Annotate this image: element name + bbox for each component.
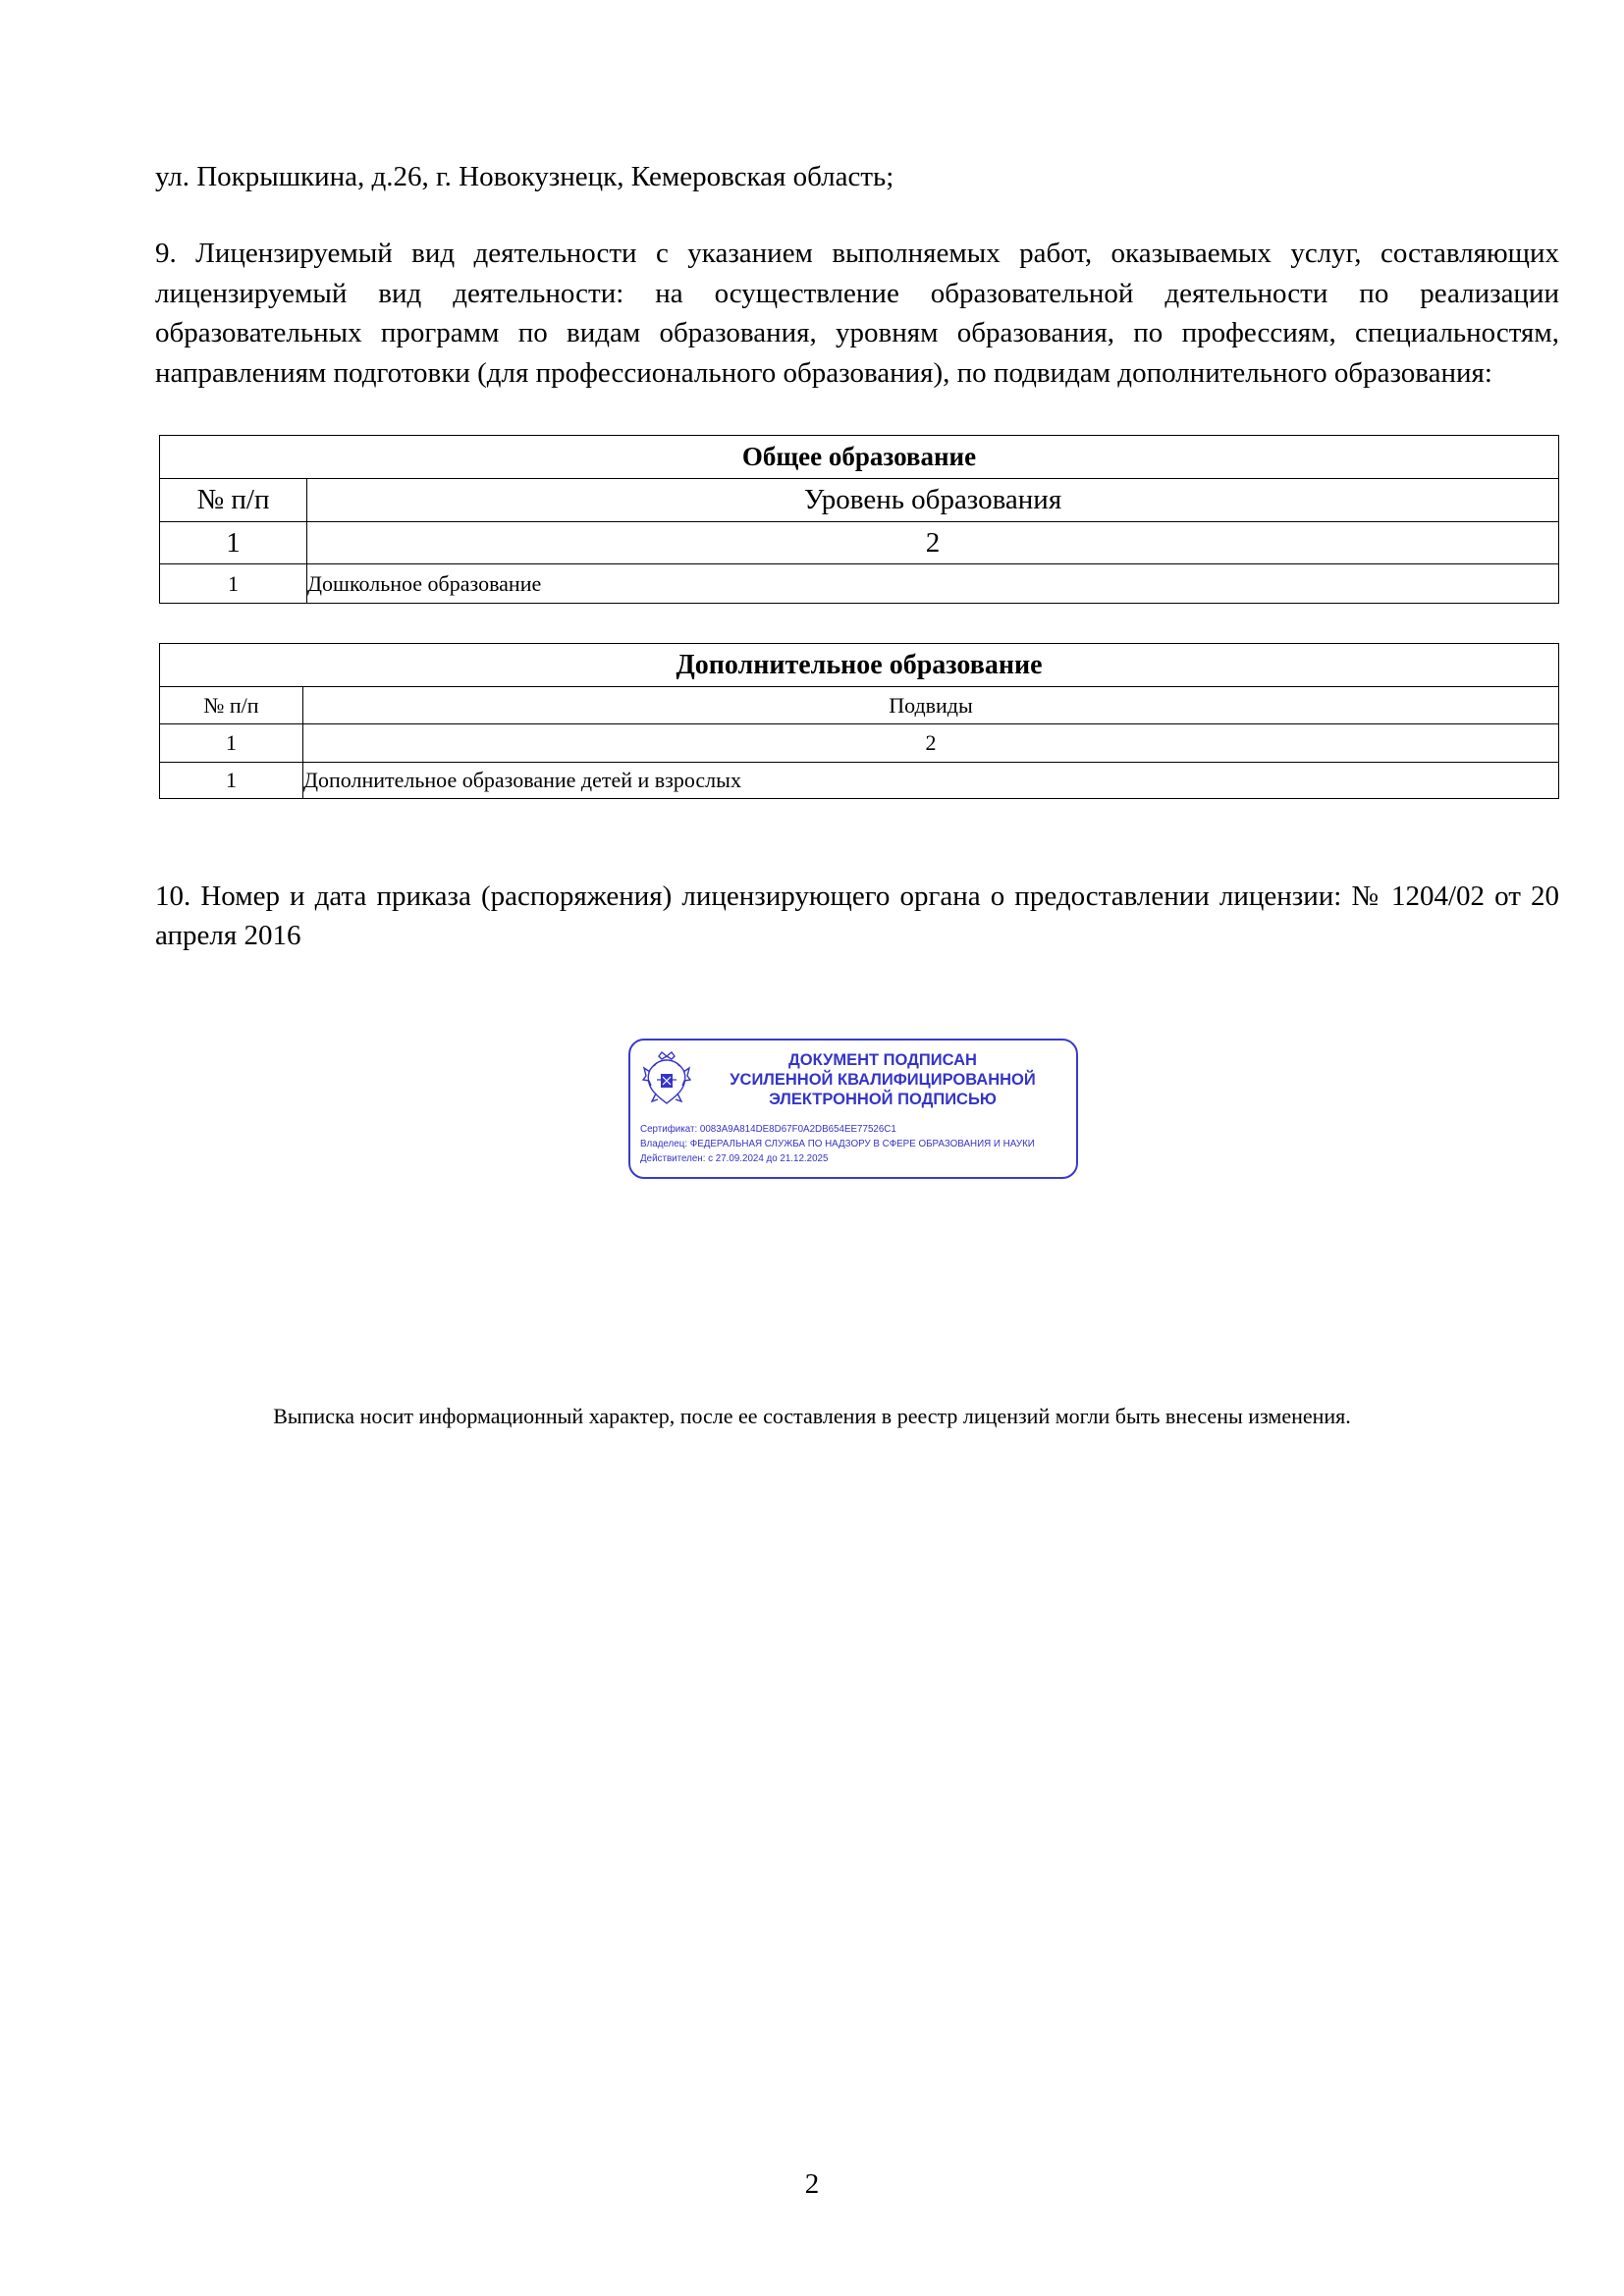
table-row bbox=[160, 564, 1559, 604]
section-9-text: 9. Лицензируемый вид деятельности с указанием выполняемых работ, оказываемых услуг, составляющих лицензируемый вид деятельности: на осуществление образовательной деятельности по реализации образовательных программ по видам образования, уровням образования, по профессиям, специальностям, направлениям подготовки (для профессионального образования), по подвидам дополнительного образования: bbox=[155, 238, 1559, 389]
informational-footer-note: Выписка носит информационный характер, после ее составления в реестр лицензий могли быть внесены изменения. bbox=[273, 1404, 1351, 1428]
general-education-table bbox=[159, 435, 1559, 604]
coat-of-arms-icon bbox=[642, 1050, 691, 1107]
row-number: 1 bbox=[160, 763, 303, 799]
column-header-number: № п/п bbox=[160, 479, 307, 522]
column-number-1: 1 bbox=[160, 724, 303, 763]
stamp-certificate: Сертификат: 0083A9A814DE8D67F0A2DB654EE77526C1 bbox=[640, 1124, 896, 1135]
section-10-text: 10. Номер и дата приказа (распоряжения) лицензирующего органа о предоставлении лицензии: № 1204/02 от 20 апреля 2016 bbox=[155, 881, 1559, 951]
stamp-title-line-2: УСИЛЕННОЙ КВАЛИФИЦИРОВАННОЙ bbox=[730, 1071, 1036, 1089]
electronic-signature-stamp bbox=[628, 1039, 1078, 1179]
row-subtype: Дополнительное образование детей и взрослых bbox=[303, 763, 1559, 799]
row-number: 1 bbox=[160, 564, 307, 604]
column-number-2: 2 bbox=[303, 724, 1559, 763]
additional-education-table bbox=[159, 643, 1559, 799]
column-header-number: № п/п bbox=[160, 687, 303, 724]
page-number: 2 bbox=[804, 2168, 820, 2200]
column-number-2: 2 bbox=[307, 522, 1559, 564]
table-title: Общее образование bbox=[160, 436, 1559, 479]
stamp-title-line-3: ЭЛЕКТРОННОЙ ПОДПИСЬЮ bbox=[769, 1091, 997, 1108]
stamp-owner: Владелец: ФЕДЕРАЛЬНАЯ СЛУЖБА ПО НАДЗОРУ В СФЕРЕ ОБРАЗОВАНИЯ И НАУКИ bbox=[640, 1139, 1035, 1149]
address-line: ул. Покрышкина, д.26, г. Новокузнецк, Кемеровская область; bbox=[155, 161, 894, 192]
column-number-1: 1 bbox=[160, 522, 307, 564]
row-education-level: Дошкольное образование bbox=[307, 564, 1559, 604]
column-header-subtypes: Подвиды bbox=[303, 687, 1559, 724]
table-row bbox=[160, 763, 1559, 799]
stamp-title-line-1: ДОКУМЕНТ ПОДПИСАН bbox=[788, 1051, 977, 1069]
stamp-validity: Действителен: с 27.09.2024 до 21.12.2025 bbox=[640, 1153, 829, 1164]
column-header-level: Уровень образования bbox=[307, 479, 1559, 522]
table-title: Дополнительное образование bbox=[160, 644, 1559, 687]
